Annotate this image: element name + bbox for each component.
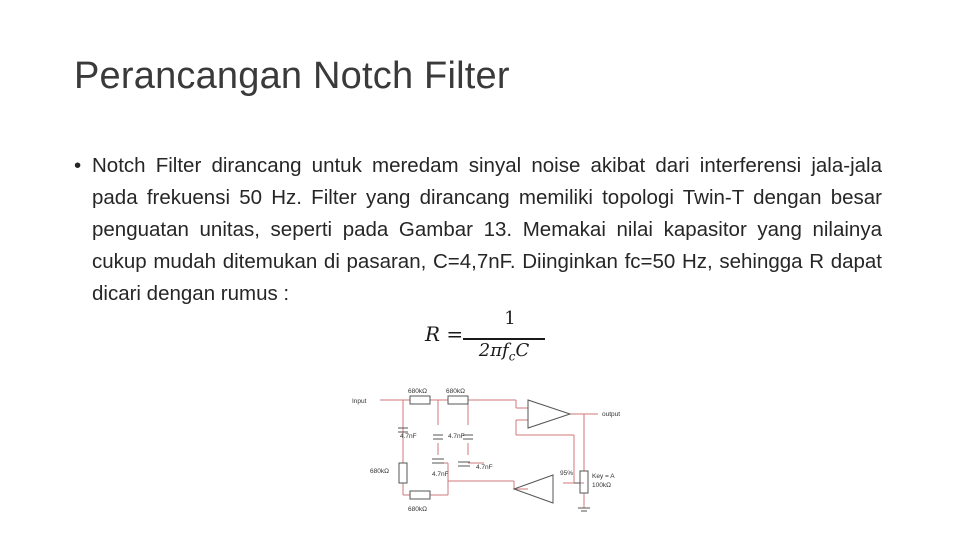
r-top-left-label: 680kΩ bbox=[408, 388, 427, 395]
formula-numerator: 1 bbox=[504, 308, 516, 329]
output-label: output bbox=[602, 411, 621, 418]
formula-lhs: R = bbox=[425, 322, 464, 346]
input-label: Input bbox=[352, 398, 367, 405]
c-left-label: 4.7nF bbox=[400, 433, 417, 440]
bullet-text: Notch Filter dirancang untuk meredam sinyal noise akibat dari interferensi jala-jala pada frekuensi 50 Hz. Filter yang dirancang memiliki topologi Twin-T dengan besar penguatan unitas, seperti pada Gambar 13. Memakai nilai kapasitor yang nilainya cukup mudah ditemukan di pasaran, C=4,7nF. Diinginkan fc=50 Hz, sehingga R dapat dicari dengan rumus : bbox=[92, 154, 882, 305]
formula-denominator-sub: c bbox=[508, 349, 516, 364]
c-mid-right-label: 4.7nF bbox=[476, 464, 493, 471]
formula-denominator-tail: C bbox=[515, 340, 530, 361]
formula-denominator-main: 2πf bbox=[478, 340, 509, 361]
r-mid-left-label: 680kΩ bbox=[370, 468, 389, 475]
twin-t-notch-circuit-diagram bbox=[348, 383, 638, 518]
r-top-right-label: 680kΩ bbox=[446, 388, 465, 395]
pot-percent-label: 95% bbox=[560, 470, 574, 477]
bullet-paragraph bbox=[74, 150, 882, 310]
c-right-label: 4.7nF bbox=[448, 433, 465, 440]
formula-denominator bbox=[463, 340, 545, 364]
pot-key-label: Key = A bbox=[592, 473, 615, 480]
pot-value-label: 100kΩ bbox=[592, 482, 611, 489]
slide-title: Perancangan Notch Filter bbox=[74, 55, 510, 97]
c-mid-label: 4.7nF bbox=[432, 471, 449, 478]
r-bottom-label: 680kΩ bbox=[408, 506, 427, 513]
bullet-symbol: • bbox=[74, 154, 82, 177]
